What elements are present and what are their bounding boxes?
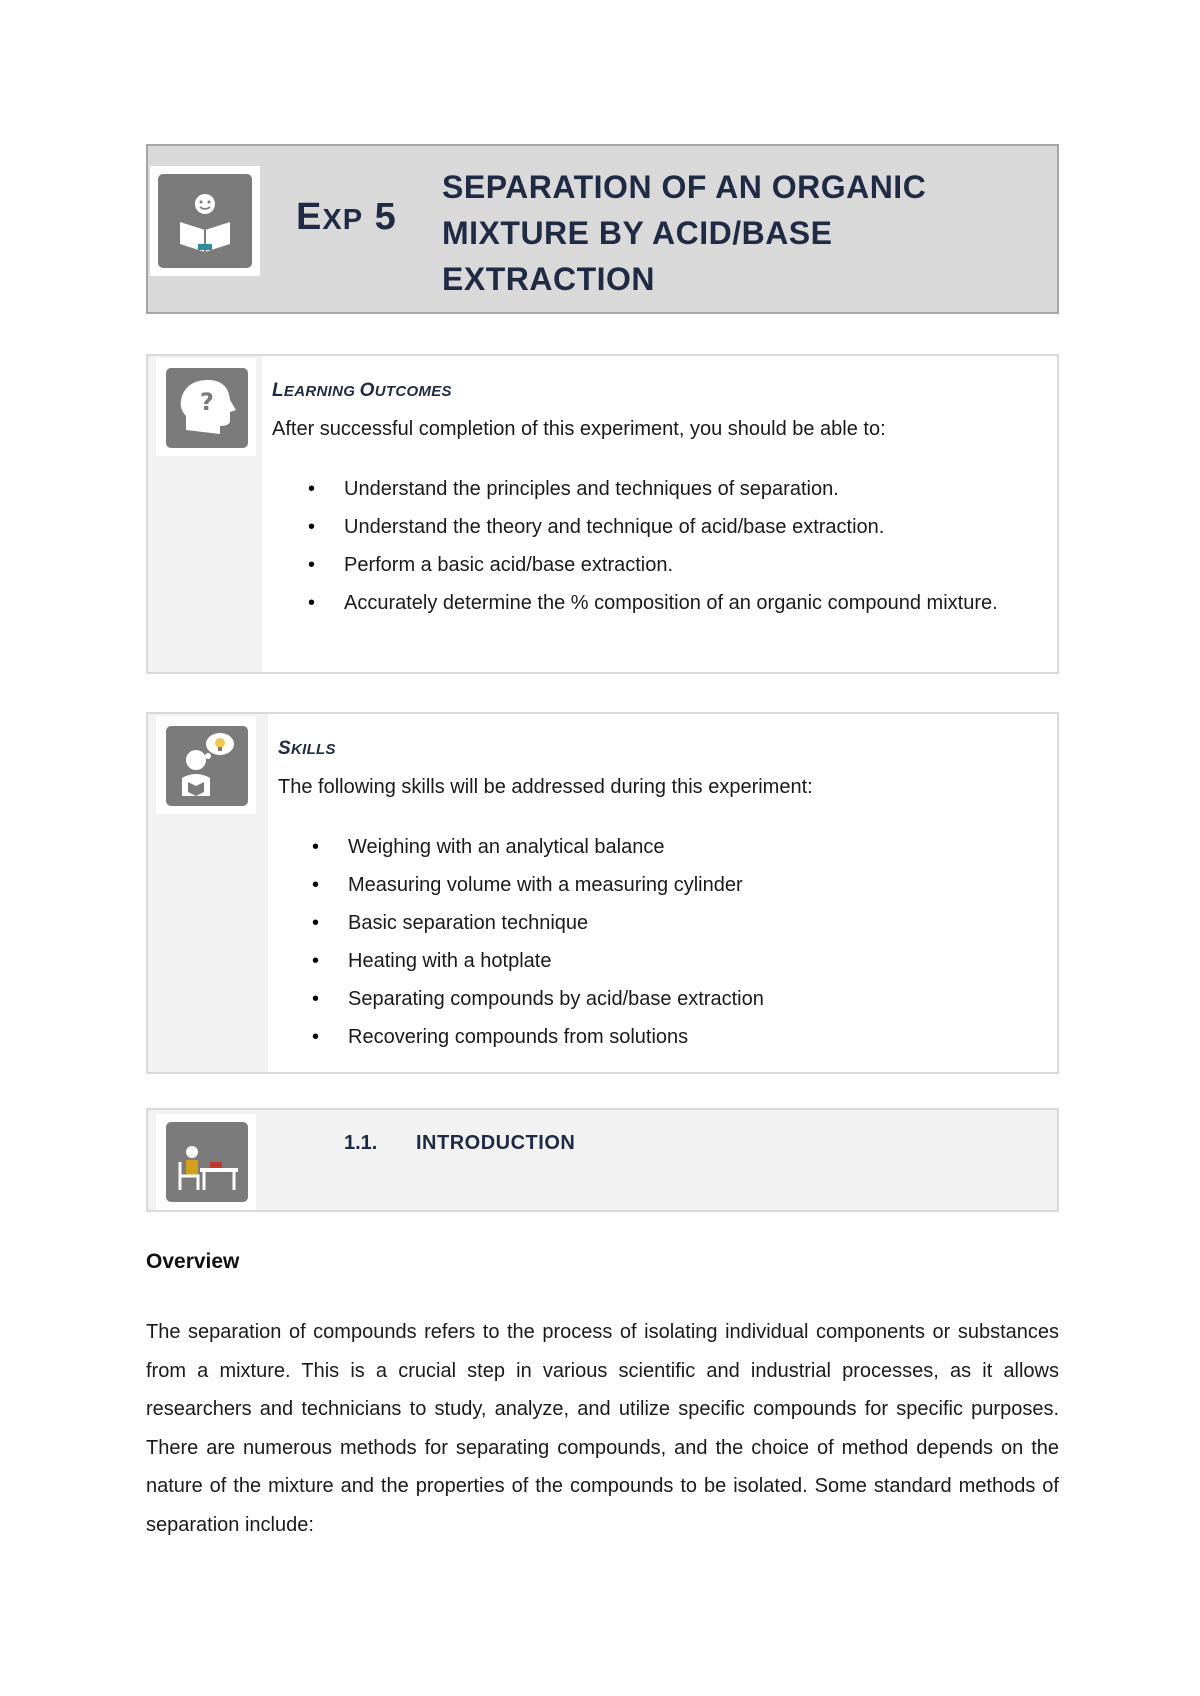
thinking-reader-icon — [166, 726, 248, 806]
overview-paragraph: The separation of compounds refers to the process of isolating individual components or substances from a mixture. This is a crucial step in various scientific and industrial processes, as it allows researchers and technicians to study, analyze, and utilize specific compounds for specific purposes. There are numerous methods for separating compounds, and the choice of method depends on the nature of the mixture and the properties of the compounds to be isolated. Some standard methods of separation include: — [146, 1321, 1059, 1536]
list-item: • Understand the principles and techniques of separation. — [308, 470, 1008, 508]
list-item: • Perform a basic acid/base extraction. — [308, 546, 1008, 584]
exp-label-rest: XP — [322, 204, 364, 236]
lo-heading-mid: EARNING — [283, 383, 360, 400]
introduction-section-bar — [146, 1108, 1059, 1212]
section-number: 1.1. — [344, 1132, 378, 1154]
learning-outcomes-section — [146, 354, 1059, 674]
learning-outcomes-intro: After successful completion of this experiment, you should be able to: — [272, 418, 886, 440]
list-item: • Recovering compounds from solutions — [312, 1018, 1012, 1056]
skills-heading-rest: KILLS — [290, 741, 336, 758]
svg-text:?: ? — [200, 388, 214, 416]
skills-section — [146, 712, 1059, 1074]
list-item: • Weighing with an analytical balance — [312, 828, 1012, 866]
question-head-icon — [166, 368, 248, 448]
skills-sidebar — [148, 714, 268, 1072]
experiment-title: SEPARATION OF AN ORGANIC MIXTURE BY ACID/BASE EXTRACTION — [442, 169, 927, 297]
skills-intro: The following skills will be addressed during this experiment: — [278, 776, 813, 798]
reader-icon — [158, 174, 252, 268]
learning-outcomes-sidebar — [148, 356, 262, 672]
skills-heading — [278, 738, 336, 760]
list-item: • Measuring volume with a measuring cylinder — [312, 866, 1012, 904]
learning-outcomes-list — [308, 470, 1008, 622]
lo-heading-rest: UTCOMES — [374, 383, 452, 400]
title-icon-frame — [150, 166, 260, 276]
exp-label-first: E — [296, 196, 323, 238]
lo-heading-first: L — [272, 380, 284, 401]
section-title: INTRODUCTION — [416, 1132, 576, 1154]
learning-icon-frame — [156, 358, 256, 456]
title-banner — [146, 144, 1059, 314]
list-item: • Understand the theory and technique of acid/base extraction. — [308, 508, 1008, 546]
desk-study-icon — [166, 1122, 248, 1202]
exp-number: 5 — [374, 196, 397, 238]
experiment-label — [296, 196, 397, 239]
overview-heading: Overview — [146, 1250, 240, 1273]
skills-icon-frame — [156, 716, 256, 814]
skills-heading-first: S — [278, 738, 291, 759]
lo-heading-second-cap: O — [359, 380, 375, 401]
list-item: • Separating compounds by acid/base extraction — [312, 980, 1012, 1018]
introduction-icon-frame — [156, 1114, 256, 1210]
skills-list — [312, 828, 1012, 1056]
list-item: • Heating with a hotplate — [312, 942, 1012, 980]
list-item: • Accurately determine the % composition of an organic compound mixture. — [308, 584, 1008, 622]
learning-outcomes-heading — [272, 380, 452, 402]
list-item: • Basic separation technique — [312, 904, 1012, 942]
